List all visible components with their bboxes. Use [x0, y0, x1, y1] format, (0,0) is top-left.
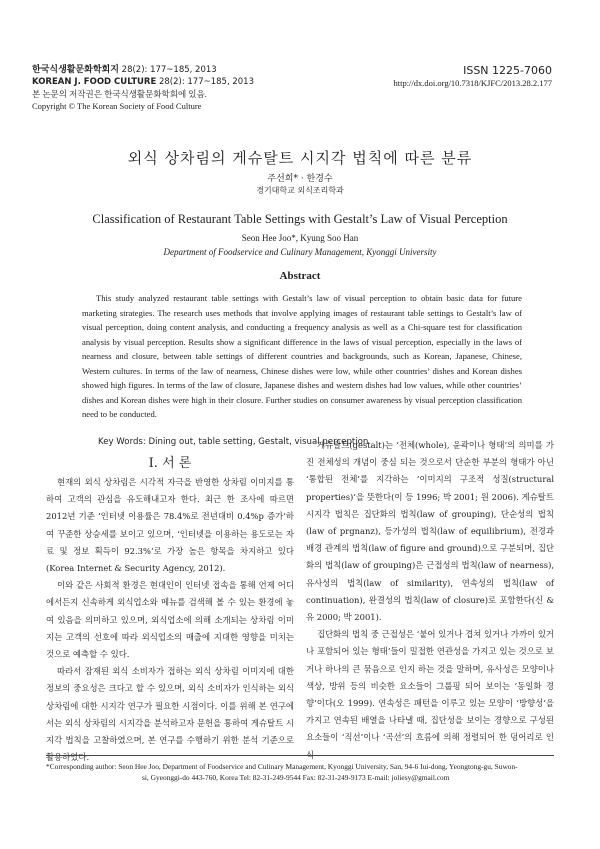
affiliation-korean: 경기대학교 외식조리학과 [256, 186, 344, 195]
paragraph: 현재의 외식 상차림은 시각적 자극을 반영한 상차림 이미지를 통하여 고객의 관심을 유도해내고자 한다. 최근 한 조사에 따르면 2012년 기준 ‘인터넷 이용률은 78.4%로 전년대비 0.4%p 증가’하여 꾸준한 상승세를 보이고 있으며, ‘인터넷을 이용하는 용도로는 자료 및 정보 획득이 92.3%’로 가장 높은 항목을 차지하고 있다(Korea Internet & Security Agency, 2012). [46, 477, 294, 574]
journal-ko-line [32, 64, 254, 76]
right-column [306, 437, 554, 764]
title-english: Classification of Restaurant Table Settings with Gestalt’s Law of Visual Perception [92, 212, 508, 226]
issn-block [393, 64, 552, 90]
journal-name-ko: 한국식생활문화학회지 [32, 65, 119, 75]
footnote-line-1: *Corresponding author: Seon Hee Joo, Department of Foodservice and Culinary Management, Kyonggi University, San, 94-6 Iui-dong, Yeongtong-gu, Suwon- [46, 762, 518, 771]
issn: ISSN 1225-7060 [463, 64, 552, 77]
keywords-list: Dining out, table setting, Gestalt, visual perception [145, 437, 369, 447]
abstract-heading: Abstract [279, 270, 321, 282]
footnote-divider [46, 755, 554, 756]
copyright: Copyright © The Korean Society of Food Culture [32, 101, 202, 111]
footnote-line-2: si, Gyeonggi-do 443-760, Korea Tel: 82-31-249-9544 Fax: 82-31-249-9173 E-mail: joliesy@gmail.com [142, 773, 450, 782]
copyright-note: 본 논문의 저작권은 한국식생활문화학회에 있음. [32, 89, 207, 99]
journal-ko-ref: 28(2): 177~185, 2013 [118, 65, 217, 75]
keywords-label: Key Words: [98, 437, 146, 447]
affiliation-english: Department of Foodservice and Culinary Management, Kyonggi University [163, 247, 437, 257]
abstract-body: This study analyzed restaurant table settings with Gestalt’s law of visual perception to obtain basic data for future marketing strategies. The research uses methods that involve applying images of restaurant table settings to Gestalt’s law of visual perception, doing content analysis, and conducting a frequency analysis as well as a Chi-square test for classification analysis by visual perception. Results show a significant difference in the laws of visual perception, especially in the laws of nearness and closure, between table settings of different countries and backgrounds, such as Korean, Japanese, Chinese, Western cultures. In terms of the law of nearness, Chinese dishes were low, while other countries’ dishes and Korean dishes showed high figures. In terms of the law of closure, Japanese dishes and western dishes had low values, while other countries’ dishes and Korean dishes were high in their closure. Further studies on consumer awareness by visual perception classification need to be conducted. [82, 293, 522, 419]
doi-link[interactable]: http://dx.doi.org/10.7318/KJFC/2013.28.2.177 [393, 78, 552, 88]
paragraph: 집단화의 법칙 중 근접성은 ‘붙어 있거나 겹쳐 있거나 가까이 있거나 포함되어 있는 형태’들이 밀접한 연관성을 가지고 있는 것으로 보거나 하나의 큰 묶음으로 인지 하는 것을 말하며, 유사성은 모양이나 색상, 방위 등의 비슷한 요소들이 그룹핑 되어 보이는 ‘동일화 경향’이다(오 1999). 연속성은 패턴을 이루고 있는 모양이 ‘방향성’을 가지고 연속된 배열을 나타낼 때, 집단성을 보이는 경향으로 구성된 요소들이 ‘직선’이나 ‘곡선’의 흐름에 의해 정렬되어 한 덩어리로 인식 [306, 629, 554, 760]
journal-name-en: KOREAN J. FOOD CULTURE [32, 77, 157, 87]
journal-en-ref: 28(2): 177~185, 2013 [156, 77, 254, 87]
journal-header [32, 64, 254, 112]
paragraph: 이와 같은 사회적 환경은 현대인이 인터넷 접속을 통해 언제 어디에서든지 신속하게 외식업소와 메뉴를 검색해 볼 수 있는 환경에 놓여 있음을 의미하고 있으며, 외식업소에 의해 소개되는 상차림 이미지는 고객의 선호에 따라 외식업소의 매출에 지대한 영향을 미치는 것으로 예측할 수 있다. [46, 580, 294, 660]
paragraph: 따라서 잠재된 외식 소비자가 접하는 외식 상차림 이미지에 대한 정보의 중요성은 크다고 할 수 있으며, 외식 소비자가 인식하는 외식 상차림에 대한 시지각 연구가 필요한 시점이다. 이를 위해 본 연구에서는 외식 상차림의 시지각을 분석하고자 문헌을 통하여 게슈탈트 시지각 법칙을 고찰하였으며, 본 연구를 수행하기 위한 분석 기준으로 활용하였다. [46, 666, 294, 763]
footnote [46, 761, 554, 783]
section-heading: I. 서 론 [148, 456, 192, 471]
journal-en-line [32, 76, 254, 88]
title-korean: 외식 상차림의 게슈탈트 시지각 법칙에 따른 분류 [127, 149, 473, 167]
left-column [46, 474, 294, 766]
paragraph: 게슈탈트(gestalt)는 ‘전체(whole), 윤곽이나 형태’의 의미를 가진 전체성의 개념이 중심 되는 것으로서 단순한 부분의 형태가 아닌 ‘통합된 전체’를 지각하는 ‘이미지의 구조적 성질(structural properties)’을 뜻한다(이 등 1996; 박 2001; 원 2006). 게슈탈트 시지각 법칙은 집단화의 법칙(law of grouping), 단순성의 법칙(law of prgnanz), 등가성의 법칙(law of equilibrium), 전경과 배경 관계의 법칙(law of figure and ground)으로 구분되며, 집단화의 법칙(law of grouping)은 근접성의 법칙(law of nearness), 유사성의 법칙(law of similarity), 연속성의 법칙(law of continuation), 완결성의 법칙(law of closure)로 포함한다(신 & 유 2000; 박 2001). [306, 440, 554, 623]
authors-korean: 주선희* · 한경수 [267, 174, 333, 184]
authors-english: Seon Hee Joo*, Kyung Soo Han [241, 233, 359, 243]
